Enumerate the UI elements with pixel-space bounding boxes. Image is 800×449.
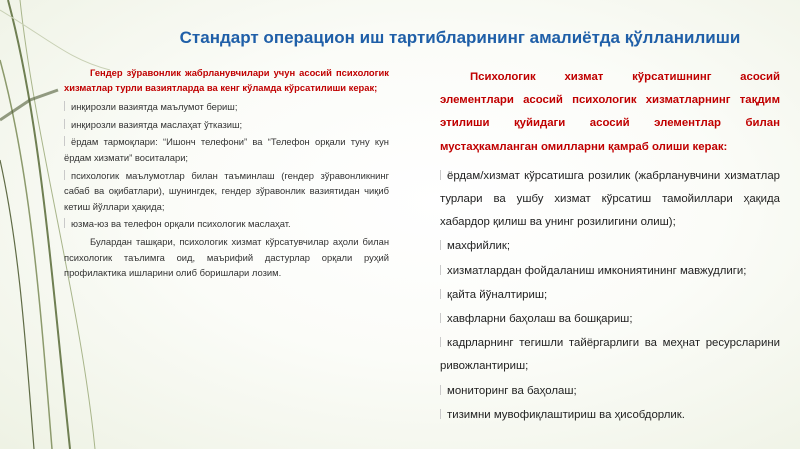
- bullet-marker-icon: [440, 240, 445, 250]
- list-item: тизимни мувофиқлаштириш ва ҳисобдорлик.: [440, 404, 780, 427]
- list-item: мониторинг ва баҳолаш;: [440, 380, 780, 403]
- bullet-marker-icon: [64, 170, 69, 180]
- list-item: психологик маълумотлар билан таъминлаш (гендер зўравонликнинг сабаб ва оқибатлари), шунингдек, гендер зўравонлик вазиятидан чиқиб кетиш йўллари ҳақида;: [64, 169, 389, 212]
- bullet-marker-icon: [64, 218, 69, 228]
- bullet-marker-icon: [64, 101, 69, 111]
- bullet-marker-icon: [440, 385, 445, 395]
- page-title: Стандарт операцион иш тартибларининг амалиётда қўлланилиши: [179, 28, 741, 47]
- bullet-marker-icon: [64, 136, 69, 146]
- list-item: инқирозли вазиятда маслаҳат ўтказиш;: [64, 117, 389, 133]
- list-item: инқирозли вазиятда маълумот бериш;: [64, 99, 389, 115]
- bullet-marker-icon: [64, 119, 69, 129]
- list-item: хавфларни баҳолаш ва бошқариш;: [440, 308, 780, 331]
- bullet-marker-icon: [440, 265, 445, 275]
- bullet-marker-icon: [440, 289, 445, 299]
- left-column: [64, 66, 389, 281]
- bullet-marker-icon: [440, 337, 445, 347]
- list-item: ёрдам тармоқлари: “Ишонч телефони” ва “Телефон орқали туну кун ёрдам хизмати” воситалари;: [64, 136, 389, 163]
- list-item: қайта йўналтириш;: [440, 284, 780, 307]
- right-heading: Психологик хизмат кўрсатишнинг асосий элементлари асосий психологик хизматларнинг тақдим этилиши қуйидаги асосий элементлар билан мустаҳкамланган омилларни қамраб олиши керак:: [440, 71, 780, 153]
- bullet-marker-icon: [440, 313, 445, 323]
- left-paragraph: Булардан ташқари, психологик хизмат кўрсатувчилар аҳоли билан психологик таълимга оид, маърифий дастурлар орқали руҳий профилактика ишларини олиб боришлари лозим.: [64, 235, 389, 279]
- bullet-marker-icon: [440, 409, 445, 419]
- list-item: юзма-юз ва телефон орқали психологик маслаҳат.: [64, 216, 389, 232]
- right-column: [440, 66, 780, 428]
- left-heading: Гендер зўравонлик жабрланувчилари учун асосий психологик хизматлар турли вазиятларда ва кенг кўламда кўрсатилиши керак;: [64, 67, 389, 93]
- bullet-marker-icon: [440, 170, 445, 180]
- list-item: ёрдам/хизмат кўрсатишга розилик (жабрланувчини хизматлар турлари ва ушбу хизмат кўрсатиш тамойиллари ҳақида хабардор қилиш ва унинг розилигини олиш);: [440, 169, 780, 229]
- list-item: кадрларнинг тегишли тайёргарлиги ва меҳнат ресурсларини ривожлантириш;: [440, 337, 780, 373]
- list-item: хизматлардан фойдаланиш имкониятининг мавжудлиги;: [440, 260, 780, 283]
- list-item: махфийлик;: [440, 235, 780, 258]
